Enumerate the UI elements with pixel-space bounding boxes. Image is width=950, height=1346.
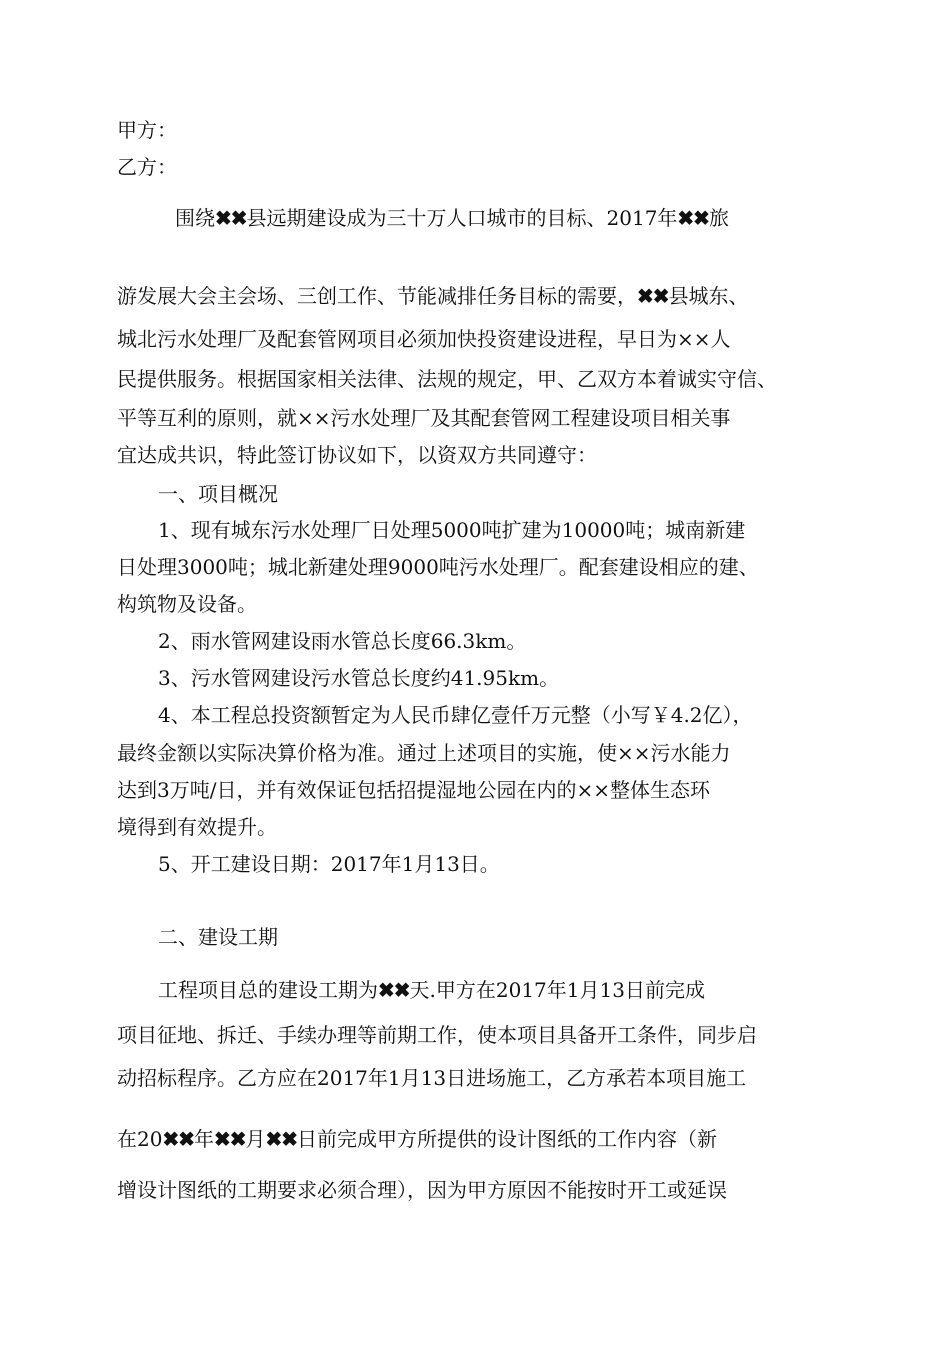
section-2-heading: 二、建设工期	[158, 925, 278, 949]
intro-line-3: 城北污水处理厂及配套管网项目必须加快投资建设进程，早日为××人	[117, 327, 731, 351]
section-2-para-line-3: 动招标程序。乙方应在2017年1月13日进场施工，乙方承若本项目施工	[117, 1066, 747, 1090]
redaction-mark: ✖✖	[677, 206, 709, 230]
section-1-heading: 一、项目概况	[158, 482, 278, 506]
intro-line-1: 围绕✖✖县远期建设成为三十万人口城市的目标、2017年✖✖旅	[175, 206, 729, 230]
section-1-item-1-line-1: 1、现有城东污水处理厂日处理5000吨扩建为10000吨；城南新建	[158, 518, 746, 542]
redaction-mark: ✖✖	[215, 206, 247, 230]
section-2-para-line-2: 项目征地、拆迁、手续办理等前期工作，使本项目具备开工条件，同步启	[117, 1023, 757, 1047]
redaction-mark: ✖✖	[265, 1127, 297, 1151]
redaction-mark: ✖✖	[637, 284, 669, 308]
section-1-item-4-line-2: 最终金额以实际决算价格为准。通过上述项目的实施，使××污水能力	[117, 741, 731, 765]
section-1-item-3: 3、污水管网建设污水管总长度约41.95km。	[158, 666, 560, 690]
intro-line-2: 游发展大会主会场、三创工作、节能减排任务目标的需要，✖✖县城东、	[117, 284, 749, 308]
intro-line-5: 平等互利的原则，就××污水处理厂及其配套管网工程建设项目相关事	[117, 406, 731, 430]
section-1-item-4-line-3: 达到3万吨/日，并有效保证包括招提湿地公园在内的××整体生态环	[117, 778, 710, 802]
section-2-para-line-1: 工程项目总的建设工期为✖✖天.甲方在2017年1月13日前完成	[158, 978, 705, 1002]
section-1-item-4-line-1: 4、本工程总投资额暂定为人民币肆亿壹仟万元整（小写￥4.2亿），	[158, 703, 753, 727]
section-1-item-1-line-2: 日处理3000吨；城北新建处理9000吨污水处理厂。配套建设相应的建、	[117, 555, 759, 579]
redaction-mark: ✖✖	[213, 1127, 246, 1151]
redaction-mark: ✖✖	[162, 1127, 194, 1151]
section-2-para-line-4: 在20✖✖年✖✖月✖✖日前完成甲方所提供的设计图纸的工作内容（新	[117, 1127, 717, 1151]
section-1-item-5: 5、开工建设日期：2017年1月13日。	[158, 852, 500, 876]
section-1-item-1-line-3: 构筑物及设备。	[117, 592, 257, 616]
section-1-item-4-line-4: 境得到有效提升。	[117, 815, 277, 839]
section-2-para-line-5: 增设计图纸的工期要求必须合理），因为甲方原因不能按时开工或延误	[117, 1178, 727, 1202]
party-b-label: 乙方：	[117, 155, 177, 179]
intro-line-6: 宜达成共识，特此签订协议如下，以资双方共同遵守：	[117, 443, 597, 467]
intro-line-4: 民提供服务。根据国家相关法律、法规的规定，甲、乙双方本着诚实守信、	[117, 367, 777, 391]
party-a-label: 甲方：	[117, 118, 177, 142]
section-1-item-2: 2、雨水管网建设雨水管总长度66.3km。	[158, 629, 527, 653]
redaction-mark: ✖✖	[378, 978, 410, 1002]
